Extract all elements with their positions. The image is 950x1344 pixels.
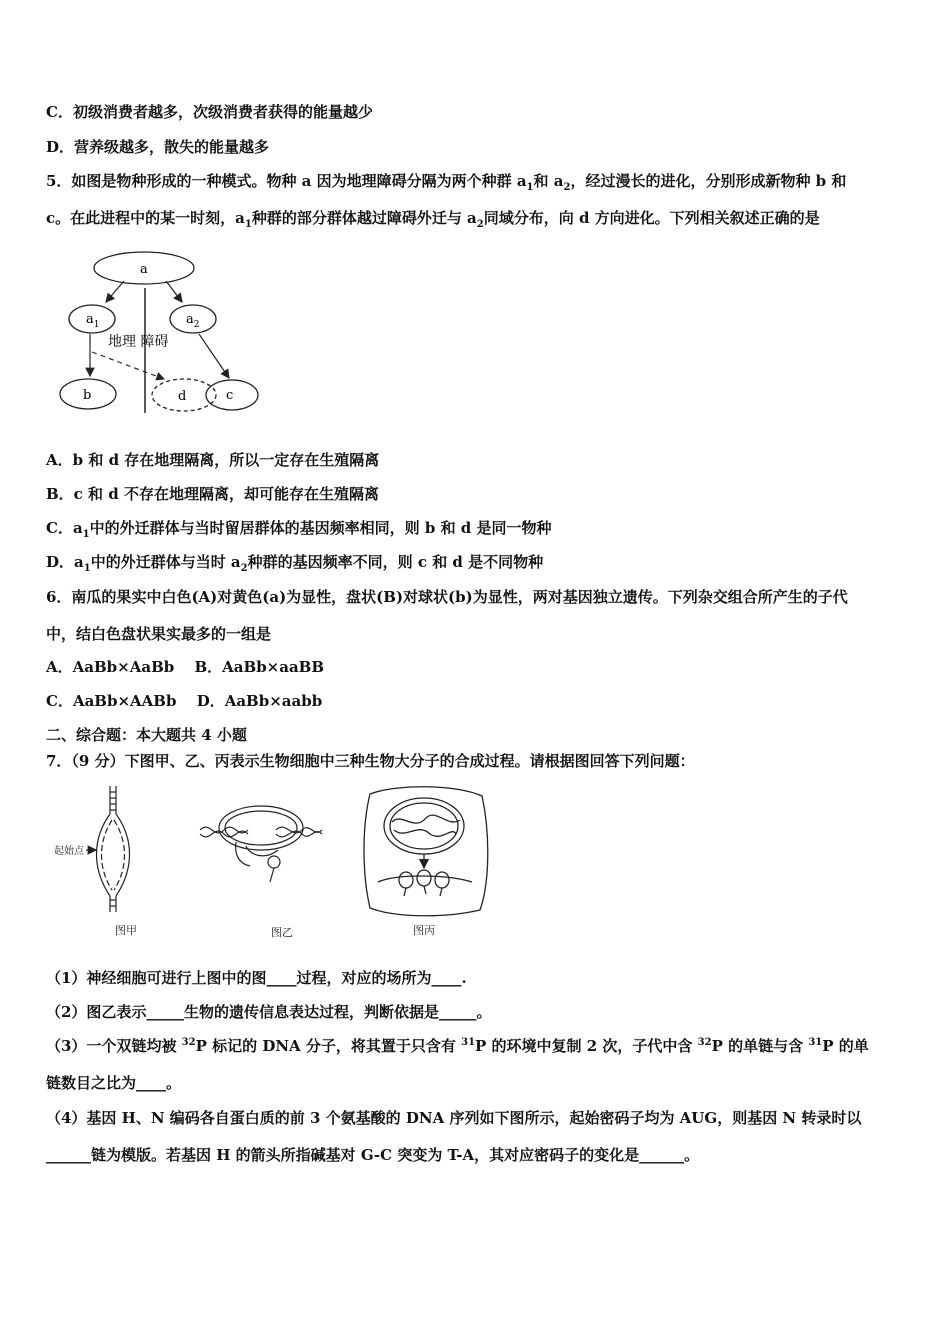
q7-part1: （1）神经细胞可进行上图中的图____过程，对应的场所为____. xyxy=(46,969,467,987)
q5-stem-line2: c。在此进程中的某一时刻，$a_1$种群的部分群体越过障碍外迁与 $a_2$同域分布，向 d 方向进化。下列相关叙述正确的是 xyxy=(46,209,820,230)
q5-stem-line1: 5．如图是物种形成的一种模式。物种 a 因为地理障碍分隔为两个种群 $a_1$和 $a_2$，经过漫长的进化，分别形成新物种 b 和 xyxy=(46,172,847,193)
species-c-label: c xyxy=(226,388,234,403)
q7-stem: 7．（9 分）下图甲、乙、丙表示生物细胞中三种生物大分子的合成过程。请根据图回答下列问题： xyxy=(46,752,695,770)
origin-label: 起始点 xyxy=(54,846,84,857)
species-d-label: d xyxy=(178,389,187,404)
figure-a-label: 图甲 xyxy=(115,924,137,937)
figure-c-cell xyxy=(356,782,496,942)
section-heading: 二、综合题：本大题共 4 小题 xyxy=(46,726,247,744)
q6-options-cd: C．AaBb×AABb D．AaBb×aabb xyxy=(46,692,323,710)
q6-options-ab: A．AaBb×AaBb B．AaBb×aaBB xyxy=(46,658,325,676)
q7-part3-cont: 链数目之比为____。 xyxy=(46,1074,182,1092)
q6-stem-line1: 6．南瓜的果实中白色(A)对黄色(a)为显性，盘状(B)对球状(b)为显性，两对基因独立遗传。下列杂交组合所产生的子代 xyxy=(46,588,848,606)
species-a-label: a xyxy=(140,262,148,277)
q5-option-d: D．$a_1$中的外迁群体与当时 $a_2$种群的基因频率不同，则 c 和 d 是不同物种 xyxy=(46,553,544,574)
q6-stem-line2: 中，结白色盘状果实最多的一组是 xyxy=(46,625,272,643)
q4-option-c: C．初级消费者越多，次级消费者获得的能量越少 xyxy=(46,103,373,121)
figure-a-replication xyxy=(52,784,162,939)
q5-option-c: C．$a_1$中的外迁群体与当时留居群体的基因频率相同，则 b 和 d 是同一物种 xyxy=(46,519,552,540)
figure-b-expression xyxy=(196,790,326,940)
speciation-diagram xyxy=(44,248,264,428)
q7-part4-cont: ______链为模版。若基因 H 的箭头所指碱基对 G-C 突变为 T-A，其对应密码子的变化是______。 xyxy=(46,1146,700,1164)
q4-option-d: D．营养级越多，散失的能量越多 xyxy=(46,138,270,156)
q5-option-b: B．c 和 d 不存在地理隔离，却可能存在生殖隔离 xyxy=(46,485,379,503)
figure-b-label: 图乙 xyxy=(271,926,293,939)
species-b-label: b xyxy=(83,388,92,403)
geographic-barrier-label: 地理 障碍 xyxy=(108,334,169,350)
q5-option-a: A．b 和 d 存在地理隔离，所以一定存在生殖隔离 xyxy=(46,451,380,469)
q7-part2: （2）图乙表示_____生物的遗传信息表达过程，判断依据是_____。 xyxy=(46,1003,492,1021)
population-a2-label: $a_2$ xyxy=(186,312,200,330)
population-a1-label: $a_1$ xyxy=(86,312,100,330)
q7-part4: （4）基因 H、N 编码各自蛋白质的前 3 个氨基酸的 DNA 序列如下图所示，起始密码子均为 AUG，则基因 N 转录时以 xyxy=(46,1109,862,1127)
figure-c-label: 图丙 xyxy=(413,924,435,937)
q7-part3: （3）一个双链均被 $^{32}$P 标记的 DNA 分子，将其置于只含有 $^{31}$P 的环境中复制 2 次，子代中含 $^{32}$P 的单链与含 $^{31}$P 的单 xyxy=(46,1037,869,1055)
